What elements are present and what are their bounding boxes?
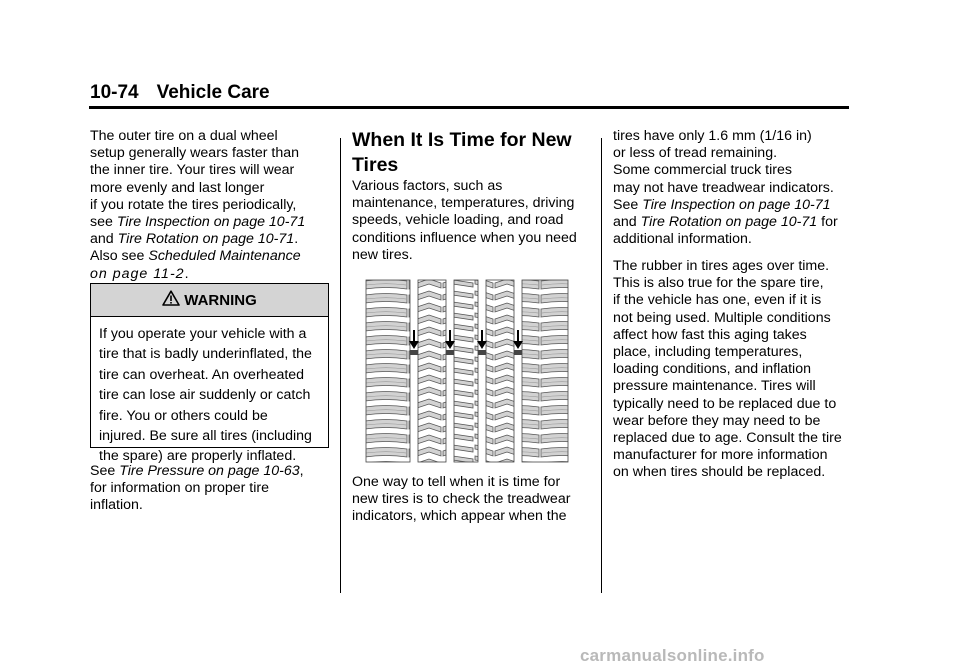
warning-title: WARNING xyxy=(184,291,257,309)
column-divider-2 xyxy=(601,138,602,593)
link-scheduled-maintenance-page[interactable]: on page 11-2 xyxy=(90,265,185,282)
warning-box xyxy=(90,283,329,465)
col3-line: on when tires should be replaced. xyxy=(613,464,826,481)
col3-line: This is also true for the spare tire, xyxy=(613,275,824,292)
text-comma: , xyxy=(299,463,304,479)
col1-line: more evenly and last longer xyxy=(90,179,265,196)
warning-line: If you operate your vehicle with a xyxy=(99,326,307,342)
col1-line xyxy=(90,463,335,480)
column-1 xyxy=(90,128,335,283)
treadwear-indicator-illustration xyxy=(364,278,574,464)
col3-line: replaced due to age. Consult the tire xyxy=(613,430,842,447)
text-also-see: Also see xyxy=(90,248,149,265)
text-for: for xyxy=(817,214,838,231)
text-period: . xyxy=(184,265,189,282)
warning-line: injured. Be sure all tires (including xyxy=(99,428,312,445)
text-and: and xyxy=(613,214,641,231)
col2-line: conditions influence when you need xyxy=(352,229,577,246)
col1-line: inflation. xyxy=(90,497,143,514)
page-number: 10-74 xyxy=(90,82,139,103)
col3-line: or less of tread remaining. xyxy=(613,145,778,162)
col1-line: the inner tire. Your tires will wear xyxy=(90,162,295,179)
col3-line: The rubber in tires ages over time. xyxy=(613,258,830,274)
col3-line: pressure maintenance. Tires will xyxy=(613,378,816,395)
text-see: See xyxy=(613,196,643,213)
col3-line: typically need to be replaced due to xyxy=(613,395,837,412)
col2-line: Various factors, such as xyxy=(352,178,503,194)
col1-line xyxy=(90,231,335,248)
col1-line: setup generally wears faster than xyxy=(90,145,299,162)
link-tire-rotation[interactable]: Tire Rotation on page 10-71 xyxy=(640,214,818,231)
col2-line: One way to tell when it is time for xyxy=(352,474,561,490)
col1-line: for information on proper tire xyxy=(90,480,270,497)
column-divider-1 xyxy=(340,138,341,593)
warning-header xyxy=(91,284,328,317)
col3-line: not being used. Multiple conditions xyxy=(613,309,831,326)
heading-line: Tires xyxy=(352,154,399,176)
col2-line: indicators, which appear when the xyxy=(352,508,567,525)
col2-line: maintenance, temperatures, driving xyxy=(352,195,575,212)
col2-line: new tires is to check the treadwear xyxy=(352,491,571,508)
col3-line: manufacturer for more information xyxy=(613,447,828,464)
col3-line: Some commercial truck tires xyxy=(613,162,792,179)
col3-line: may not have treadwear indicators. xyxy=(613,179,834,196)
text-see: see xyxy=(90,214,117,231)
col3-line: tires have only 1.6 mm (1/16 in) xyxy=(613,128,812,144)
col2-line: speeds, vehicle loading, and road xyxy=(352,212,564,229)
warning-body xyxy=(91,317,328,467)
link-tire-inspection[interactable]: Tire Inspection on page 10-71 xyxy=(116,214,306,231)
text-see: See xyxy=(90,463,120,479)
text-and: and xyxy=(90,231,118,248)
col3-line xyxy=(613,197,858,214)
column-3-para-2 xyxy=(613,258,858,482)
section-title: Vehicle Care xyxy=(156,82,270,103)
link-tire-rotation[interactable]: Tire Rotation on page 10-71 xyxy=(117,231,295,248)
link-scheduled-maintenance[interactable]: Scheduled Maintenance xyxy=(148,248,301,265)
column-3-para-1 xyxy=(613,128,858,248)
watermark: carmanualsonline.info xyxy=(580,646,765,665)
link-tire-pressure[interactable]: Tire Pressure on page 10-63 xyxy=(119,463,300,479)
col3-line: wear before they may need to be xyxy=(613,412,821,429)
text-period: . xyxy=(294,231,299,248)
col3-line xyxy=(613,214,858,231)
warning-line: tire can overheat. An overheated xyxy=(99,366,305,383)
col3-line: loading conditions, and inflation xyxy=(613,361,811,378)
column-1-after-warning xyxy=(90,463,335,515)
warning-line: tire that is badly underinflated, the xyxy=(99,346,312,363)
warning-line: fire. You or others could be xyxy=(99,407,268,424)
column-2-para-2 xyxy=(352,474,597,526)
col3-line: additional information. xyxy=(613,231,752,248)
col3-line: if the vehicle has one, even if it is xyxy=(613,292,822,309)
link-tire-inspection[interactable]: Tire Inspection on page 10-71 xyxy=(642,196,831,213)
col1-line: The outer tire on a dual wheel xyxy=(90,128,278,144)
header-rule xyxy=(89,106,849,109)
col1-line xyxy=(90,214,335,231)
column-2-para-1 xyxy=(352,178,597,264)
warning-line: tire can lose air suddenly or catch xyxy=(99,387,311,404)
col3-line: affect how fast this aging takes xyxy=(613,326,807,343)
warning-line: the spare) are properly inflated. xyxy=(99,448,297,465)
warning-triangle-icon xyxy=(162,290,180,310)
col2-line: new tires. xyxy=(352,246,413,263)
col3-line: place, including temperatures, xyxy=(613,344,803,361)
col1-line: if you rotate the tires periodically, xyxy=(90,196,297,213)
tire-tread-drawing xyxy=(364,278,574,464)
col1-line xyxy=(90,266,335,283)
col1-line xyxy=(90,248,335,265)
section-heading xyxy=(352,128,597,178)
page-header xyxy=(90,82,270,104)
heading-line: When It Is Time for New xyxy=(352,129,572,151)
